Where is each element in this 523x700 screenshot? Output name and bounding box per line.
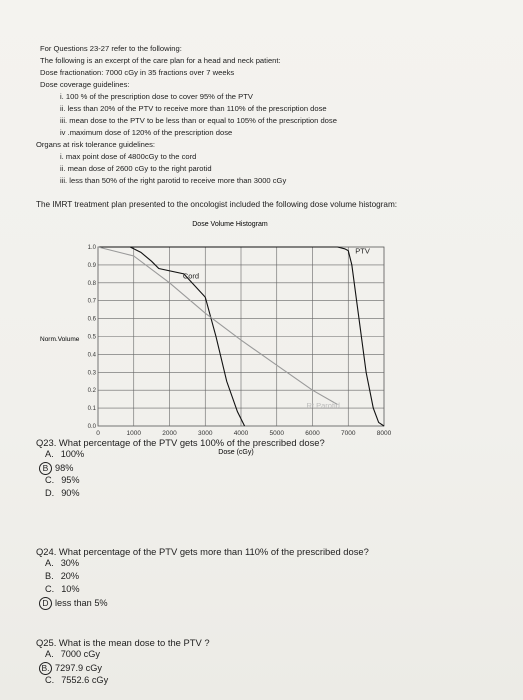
coverage-item: iv .maximum dose of 120% of the prescription dose xyxy=(60,128,233,137)
answer-text: less than 5% xyxy=(55,598,108,608)
coverage-item: ii. less than 20% of the PTV to receive more than 110% of the prescription dose xyxy=(60,104,327,113)
x-tick-label: 2000 xyxy=(162,430,177,437)
answer-text: 7297.9 cGy xyxy=(55,663,102,673)
y-tick-label: 0.0 xyxy=(87,424,96,430)
x-tick-label: 5000 xyxy=(269,430,284,437)
answer-text: 30% xyxy=(60,558,80,568)
answer-letter: C. xyxy=(45,584,55,594)
answer-option xyxy=(39,462,73,475)
question-text: Q24. What percentage of the PTV gets more than 110% of the prescribed dose? xyxy=(36,546,369,557)
answer-option xyxy=(45,649,100,660)
series-label-rt-parotid: Rt Parotid xyxy=(306,401,340,411)
answer-text: 100% xyxy=(60,449,85,459)
coverage-title: Dose coverage guidelines: xyxy=(40,80,130,89)
y-tick-label: 0.4 xyxy=(87,352,96,359)
answer-option xyxy=(45,584,80,595)
circled-answer-letter: B xyxy=(39,462,52,475)
y-tick-label: 0.9 xyxy=(87,262,96,269)
y-tick-label: 0.5 xyxy=(87,334,96,341)
y-tick-label: 0.2 xyxy=(87,388,96,395)
answer-option xyxy=(39,597,108,610)
circled-answer-letter: D xyxy=(39,597,52,610)
y-tick-label: 1.0 xyxy=(87,245,96,251)
answer-letter: A. xyxy=(45,449,54,459)
answer-text: 7000 cGy xyxy=(60,649,101,659)
fractionation-text: Dose fractionation: 7000 cGy in 35 fractions over 7 weeks xyxy=(40,68,235,77)
answer-letter: A. xyxy=(45,558,54,568)
oar-item: iii. less than 50% of the right parotid to receive more than 3000 cGy xyxy=(60,176,287,185)
answer-option xyxy=(45,571,79,582)
coverage-item: iii. mean dose to the PTV to be less than or equal to 105% of the prescription dose xyxy=(60,116,337,125)
answer-text: 90% xyxy=(61,488,80,498)
answer-letter: C. xyxy=(45,675,55,685)
x-tick-label: 4000 xyxy=(233,430,249,437)
question-text: Q25. What is the mean dose to the PTV ? xyxy=(36,637,210,648)
y-tick-label: 0.3 xyxy=(87,370,96,377)
answer-option xyxy=(45,558,79,569)
answer-option xyxy=(45,449,84,460)
question-text: Q23. What percentage of the PTV gets 100% of the prescribed dose? xyxy=(36,437,325,448)
y-tick-label: 0.1 xyxy=(87,406,96,413)
excerpt-text: The following is an excerpt of the care plan for a head and neck patient: xyxy=(40,56,281,65)
answer-text: 95% xyxy=(61,475,80,485)
x-tick-label: 8000 xyxy=(376,430,392,437)
answer-text: 20% xyxy=(60,571,80,581)
y-tick-label: 0.8 xyxy=(87,280,96,287)
answer-text: 98% xyxy=(55,463,74,473)
answer-text: 10% xyxy=(61,584,80,594)
coverage-item: i. 100 % of the prescription dose to cover 95% of the PTV xyxy=(60,92,253,101)
answer-letter: C. xyxy=(45,475,55,485)
dvh-chart xyxy=(0,210,523,470)
intro-text: For Questions 23-27 refer to the following: xyxy=(40,44,182,53)
oar-item: ii. mean dose of 2600 cGy to the right parotid xyxy=(60,164,212,173)
answer-option xyxy=(45,675,108,686)
imrt-text: The IMRT treatment plan presented to the oncologist included the following dose volume histogram: xyxy=(36,200,398,209)
answer-letter: A. xyxy=(45,649,54,659)
x-tick-label: 3000 xyxy=(198,430,213,437)
y-axis-label: Norm.Volume xyxy=(40,336,80,343)
answer-letter: B. xyxy=(45,571,54,581)
y-tick-label: 0.7 xyxy=(87,298,96,305)
x-tick-label: 1000 xyxy=(126,430,141,437)
oar-title: Organs at risk tolerance guidelines: xyxy=(36,140,156,149)
answer-text: 7552.6 cGy xyxy=(61,675,109,685)
oar-item: i. max point dose of 4800cGy to the cord xyxy=(60,152,197,161)
answer-option xyxy=(45,475,80,486)
x-axis-label: Dose (cGy) xyxy=(218,449,254,456)
circled-answer-letter: B. xyxy=(39,662,52,675)
answer-letter: D. xyxy=(45,488,55,498)
chart-title: Dose Volume Histogram xyxy=(192,221,268,228)
answer-option xyxy=(45,488,80,499)
x-tick-label: 6000 xyxy=(305,430,320,437)
series-label-cord: Cord xyxy=(182,271,200,281)
y-tick-label: 0.6 xyxy=(87,316,96,323)
series-label-ptv: PTV xyxy=(355,246,370,256)
answer-option xyxy=(39,662,102,675)
x-tick-label: 0 xyxy=(96,430,100,437)
x-tick-label: 7000 xyxy=(341,430,356,437)
